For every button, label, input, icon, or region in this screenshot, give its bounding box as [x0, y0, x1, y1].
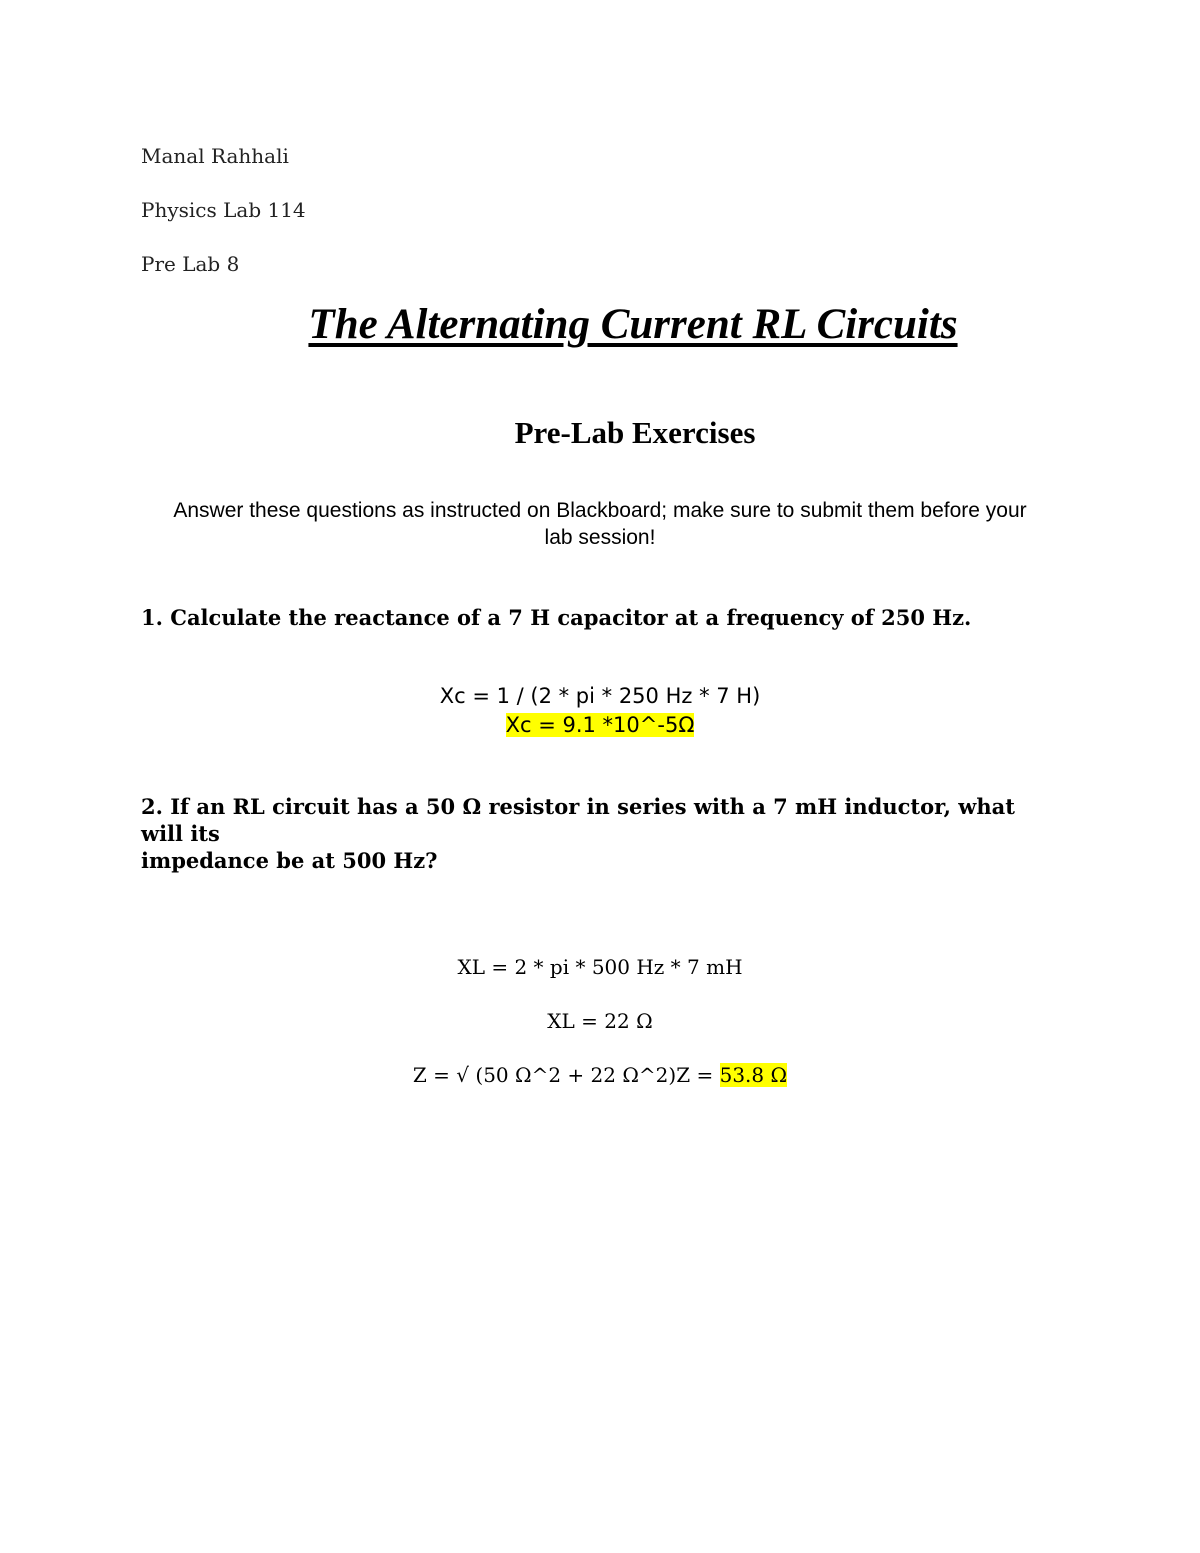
- answer-1-result-highlight: Xc = 9.1 *10^-5Ω: [505, 713, 695, 737]
- question-2-line-2: impedance be at 500 Hz?: [141, 848, 438, 873]
- instructions-line-2: lab session!: [544, 526, 656, 549]
- question-2: [141, 793, 1051, 874]
- answer-1-result-line: [0, 713, 1200, 737]
- section-subtitle: Pre-Lab Exercises: [514, 415, 756, 450]
- question-2-line-1: 2. If an RL circuit has a 50 Ω resistor in series with a 7 mH inductor, what will its: [141, 794, 1015, 846]
- answer-2-result-highlight: 53.8 Ω: [719, 1063, 788, 1087]
- answer-2-formula-1: XL = 2 * pi * 500 Hz * 7 mH: [457, 955, 743, 979]
- document-title: The Alternating Current RL Circuits: [308, 301, 958, 348]
- answer-2-formula-3: [0, 1063, 1200, 1087]
- assignment-name: Pre Lab 8: [141, 252, 240, 276]
- answer-2-formula-2: XL = 22 Ω: [547, 1009, 653, 1033]
- answer-2-formula-3-text: Z = √ (50 Ω^2 + 22 Ω^2)Z =: [412, 1063, 720, 1087]
- course-name: Physics Lab 114: [141, 198, 306, 222]
- student-name: Manal Rahhali: [141, 144, 289, 168]
- instructions-line-1: Answer these questions as instructed on Blackboard; make sure to submit them before your: [173, 499, 1027, 522]
- question-1: 1. Calculate the reactance of a 7 H capacitor at a frequency of 250 Hz.: [141, 605, 972, 630]
- instructions: [141, 497, 1059, 551]
- answer-1-formula: Xc = 1 / (2 * pi * 250 Hz * 7 H): [439, 684, 761, 708]
